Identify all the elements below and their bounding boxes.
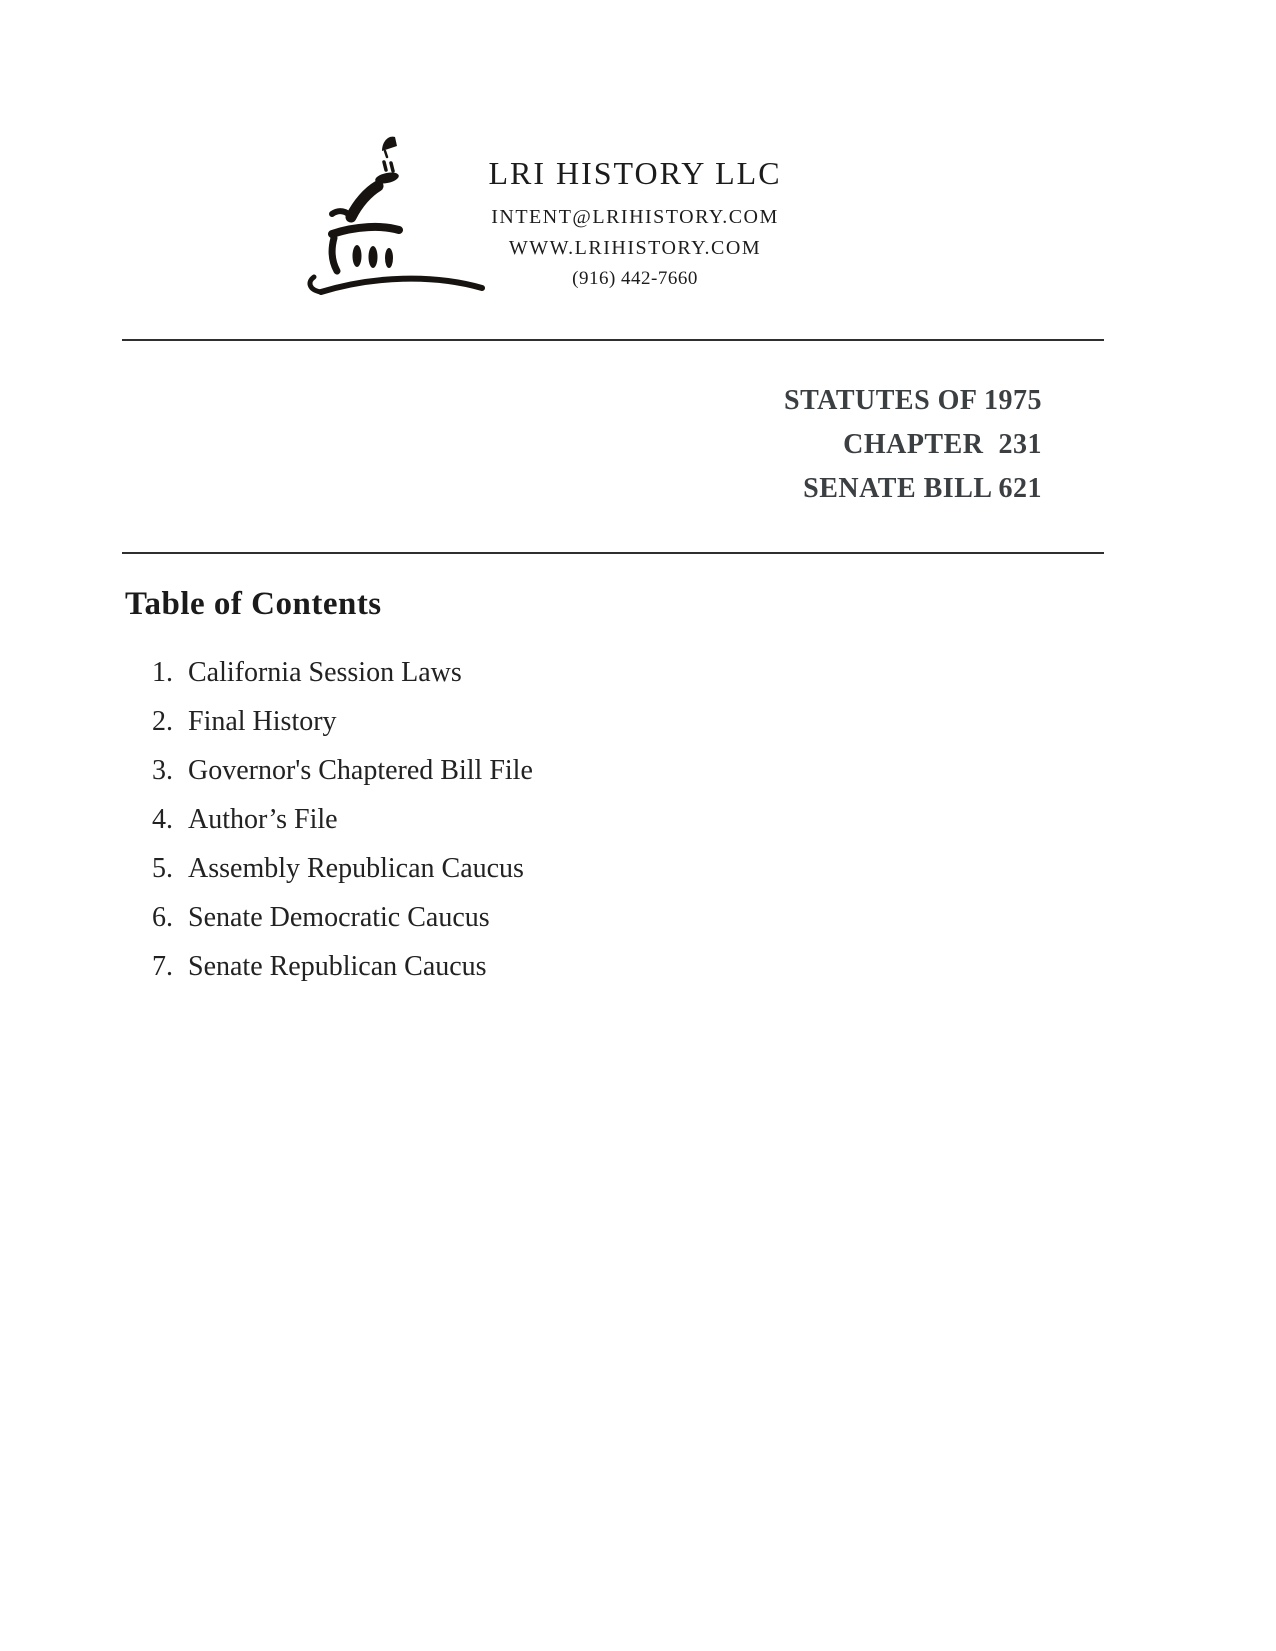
toc-item-number: 5. — [152, 852, 173, 884]
phone-number: (916) 442-7660 — [572, 268, 698, 289]
toc-item-number: 7. — [152, 950, 173, 982]
statute-reference-block — [784, 379, 1042, 511]
toc-title: Table of Contents — [125, 586, 382, 622]
toc-item — [152, 893, 852, 942]
toc-item-label: Final History — [188, 705, 337, 737]
toc-item-label: Senate Republican Caucus — [188, 950, 487, 982]
toc-item-number: 6. — [152, 901, 173, 933]
chapter-line: CHAPTER 231 — [843, 429, 1042, 460]
horizontal-rule-bottom — [122, 552, 1104, 554]
toc-item — [152, 746, 852, 795]
toc-item-number: 3. — [152, 754, 173, 786]
statutes-line: STATUTES OF 1975 — [784, 385, 1042, 416]
toc-item — [152, 697, 852, 746]
toc-item — [152, 844, 852, 893]
toc-item — [152, 795, 852, 844]
toc-item-label: Author’s File — [188, 803, 338, 835]
toc-item — [152, 942, 852, 991]
toc-item-label: California Session Laws — [188, 656, 462, 688]
toc-item — [152, 648, 852, 697]
toc-item-label: Assembly Republican Caucus — [188, 852, 524, 884]
website-url: WWW.LRIHISTORY.COM — [508, 237, 762, 259]
email-address: INTENT@LRIHISTORY.COM — [491, 206, 779, 228]
letterhead — [435, 153, 835, 291]
toc-item-number: 2. — [152, 705, 173, 737]
company-name: LRI HISTORY LLC — [488, 155, 782, 191]
senate-bill-line: SENATE BILL 621 — [803, 473, 1042, 504]
toc-list — [152, 648, 852, 991]
toc-item-label: Governor's Chaptered Bill File — [188, 754, 533, 786]
toc-item-number: 1. — [152, 656, 173, 688]
toc-item-number: 4. — [152, 803, 173, 835]
horizontal-rule-top — [122, 339, 1104, 341]
toc-item-label: Senate Democratic Caucus — [188, 901, 490, 933]
